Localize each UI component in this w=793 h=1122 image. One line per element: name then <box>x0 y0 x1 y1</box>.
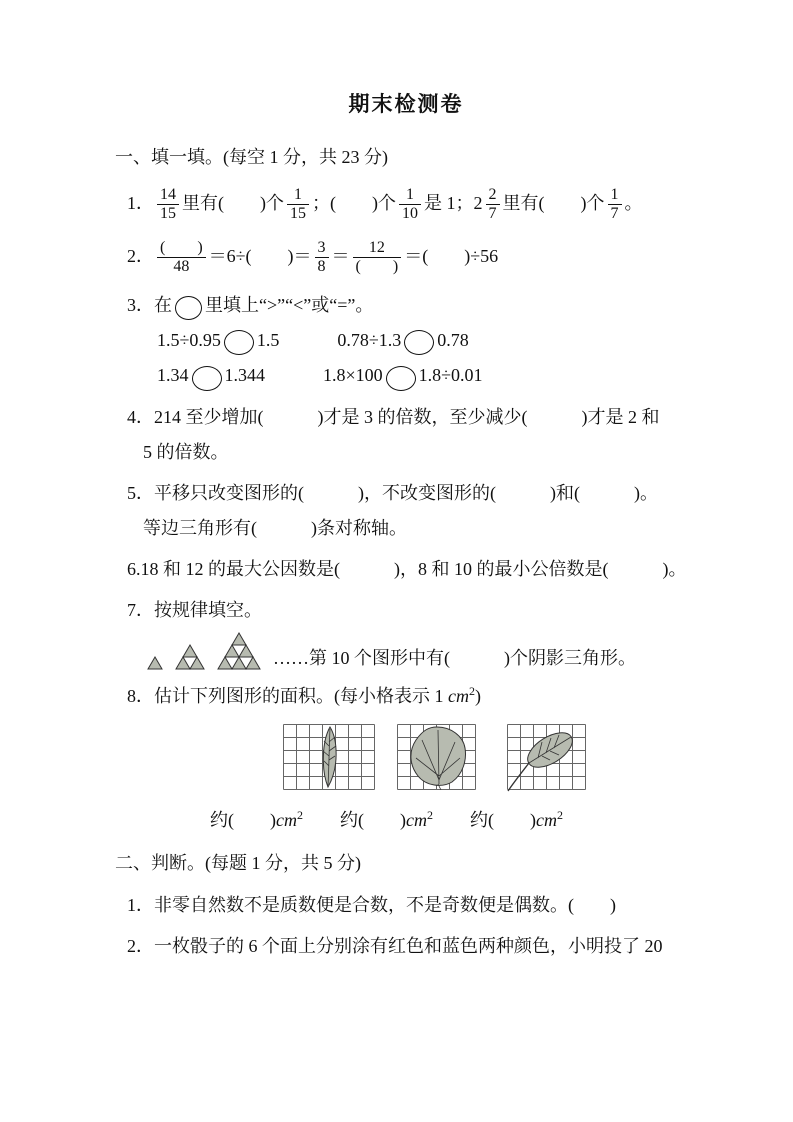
q3-text-post: 里填上“>”“<”或“=”。 <box>205 294 374 315</box>
q1-number: 1． <box>127 193 154 214</box>
compare-left: 1.34 <box>157 365 189 386</box>
question-8-answer-labels <box>210 806 697 832</box>
q1-text-5: 。 <box>624 193 643 214</box>
question-3-row-1 <box>115 327 697 353</box>
question-3-row-2 <box>115 362 697 388</box>
fraction-denominator: 7 <box>488 205 497 223</box>
comparison-circle <box>404 330 434 355</box>
area-label-text: 约( ) <box>470 810 536 831</box>
question-6: 6.18 和 12 的最大公因数是( )，8 和 10 的最小公倍数是( )。 <box>127 558 687 579</box>
triangle-pattern-3 <box>217 632 261 670</box>
comparison-pair <box>157 365 265 385</box>
q8-text-1: 8．估计下列图形的面积。(每小格表示 1 <box>127 686 448 707</box>
question-7: 7．按规律填空。 <box>127 599 262 620</box>
fraction-denominator: 15 <box>290 205 306 223</box>
fraction-denominator: 48 <box>173 258 190 276</box>
fraction-1-15 <box>287 186 309 224</box>
question-1 <box>115 186 697 224</box>
question-5-line-2: 等边三角形有( )条对称轴。 <box>143 517 407 538</box>
area-label-1 <box>210 806 340 832</box>
unit-sup: 2 <box>427 808 433 823</box>
comparison-pair <box>323 365 483 385</box>
compare-left: 0.78÷1.3 <box>337 329 402 350</box>
compare-left: 1.8×100 <box>323 365 383 386</box>
fraction-14-15 <box>157 186 179 224</box>
unit-sup: 2 <box>297 808 303 823</box>
unit-cm: cm <box>448 686 469 707</box>
fraction-2-7 <box>486 186 500 224</box>
question-4-line-2: 5 的倍数。 <box>143 441 229 462</box>
q2-number: 2． <box>127 245 154 266</box>
comparison-circle <box>224 330 254 355</box>
compare-right: 1.5 <box>256 329 280 350</box>
page-title: 期末检测卷 <box>348 92 464 116</box>
blank-circle <box>175 296 202 320</box>
q1-text-3: 是 1；2 <box>424 193 483 214</box>
fraction-numerator: 2 <box>486 186 500 205</box>
area-label-text: 约( ) <box>210 810 276 831</box>
area-label-3 <box>470 806 600 832</box>
question-8 <box>115 683 697 709</box>
grid-leaf-figure-2 <box>397 724 476 790</box>
comparison-circle <box>192 366 222 391</box>
compare-left: 1.5÷0.95 <box>157 329 221 350</box>
q3-number: 3． <box>127 294 154 315</box>
area-label-text: 约( ) <box>340 810 406 831</box>
unit-cm: cm <box>536 810 557 831</box>
fraction-3-8 <box>315 239 329 277</box>
judge-question-2: 2．一枚骰子的 6 个面上分别涂有红色和蓝色两种颜色，小明投了 20 <box>127 936 663 957</box>
q2-text-2: ＝ <box>331 245 350 266</box>
area-label-2 <box>340 806 470 832</box>
question-8-figures <box>283 724 697 794</box>
fraction-denominator: ( ) <box>355 258 399 276</box>
fraction-numerator: 1 <box>399 186 421 205</box>
q1-text-4: 里有( )个 <box>502 193 605 214</box>
compare-right: 0.78 <box>437 329 469 350</box>
triangle-pattern-1 <box>147 656 163 670</box>
compare-right: 1.8÷0.01 <box>418 365 483 386</box>
q3-text-pre: 在 <box>154 294 172 315</box>
question-7-figures <box>115 632 697 670</box>
unit-sup: 2 <box>469 684 475 699</box>
comparison-pair <box>157 330 279 350</box>
q2-text-1: ＝6÷( )＝ <box>208 245 312 266</box>
question-3 <box>115 292 697 318</box>
fraction-blank-48 <box>157 239 206 277</box>
unit-cm: cm <box>406 810 427 831</box>
fraction-1-10 <box>399 186 421 224</box>
triangle-pattern-2 <box>175 644 205 670</box>
q1-text-1: 里有( )个 <box>182 193 284 214</box>
fraction-denominator: 8 <box>317 258 326 276</box>
comparison-circle <box>386 366 416 391</box>
fraction-denominator: 10 <box>402 205 418 223</box>
q2-text-3: ＝( )÷56 <box>404 245 499 266</box>
comparison-pair <box>337 330 468 350</box>
fraction-12-blank <box>353 239 402 277</box>
question-2 <box>115 239 697 277</box>
unit-cm: cm <box>276 810 297 831</box>
q1-text-2: ；( )个 <box>312 193 396 214</box>
question-4-line-1: 4．214 至少增加( )才是 3 的倍数，至少减少( )才是 2 和 <box>127 406 660 427</box>
section-judge-heading: 二、判断。(每题 1 分，共 5 分) <box>115 853 361 874</box>
judge-question-1: 1．非零自然数不是质数便是合数，不是奇数便是偶数。( ) <box>127 895 616 916</box>
fraction-numerator: 12 <box>353 239 402 258</box>
compare-right: 1.344 <box>224 365 265 386</box>
unit-sup: 2 <box>557 808 563 823</box>
fraction-numerator: 3 <box>315 239 329 258</box>
question-7-tail: ……第 10 个图形中有( )个阴影三角形。 <box>273 647 636 668</box>
grid-leaf-figure-3 <box>498 724 586 794</box>
fraction-1-7 <box>608 186 622 224</box>
grid-leaf-figure-1 <box>283 724 375 790</box>
section-fill-heading: 一、填一填。(每空 1 分，共 23 分) <box>115 147 388 167</box>
fraction-denominator: 7 <box>610 205 619 223</box>
q8-text-2: ) <box>475 686 481 707</box>
fraction-numerator: 1 <box>287 186 309 205</box>
question-5-line-1: 5．平移只改变图形的( )，不改变图形的( )和( )。 <box>127 482 658 503</box>
fraction-denominator: 15 <box>160 205 176 223</box>
fraction-numerator: 14 <box>157 186 179 205</box>
fraction-numerator: ( ) <box>157 239 206 258</box>
fraction-numerator: 1 <box>608 186 622 205</box>
